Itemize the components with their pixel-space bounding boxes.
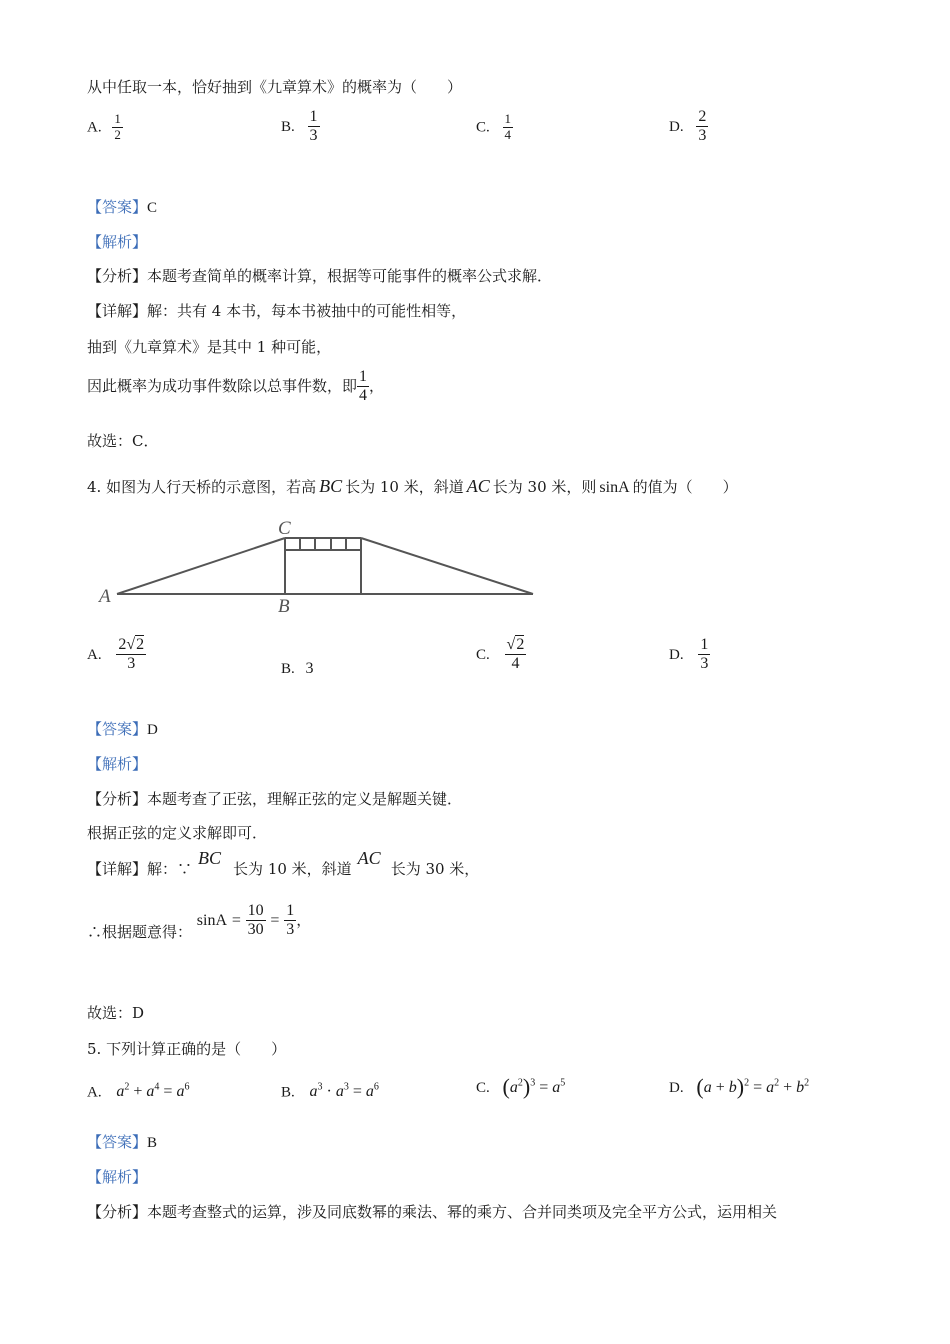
q4-option-c: C. $\frac{√2}{4}$	[476, 636, 525, 673]
q4-line2: 根据正弦的定义求解即可．	[87, 824, 268, 842]
fraction: $\frac{1}{4}$	[359, 368, 368, 405]
q4-analysis-tag: 【解析】	[87, 755, 148, 773]
q3-xiangjie: 【详解】解：共有 4 本书，每本书被抽中的可能性相等，	[87, 302, 467, 320]
q4-conclusion: 故选：D	[87, 1004, 145, 1022]
q5-stem: 5. 下列计算正确的是（ ）	[87, 1040, 287, 1058]
fraction: $\frac{1}{2}$	[114, 111, 121, 142]
fraction: $\frac{2√2}{3}$	[118, 636, 145, 673]
fraction: $\frac{1}{4}$	[504, 111, 512, 142]
q4-answer: 【答案】D	[87, 720, 158, 738]
fraction: $\frac{10}{30}$	[247, 902, 264, 939]
q5-option-d: D. $(a + b)^2 = a^2 + b^2$	[669, 1074, 810, 1099]
q3-line3: 因此概率为成功事件数除以总事件数，即 $\frac{1}{4}$ ，	[87, 368, 385, 405]
q3-option-d	[669, 108, 708, 146]
footbridge-figure	[95, 514, 545, 618]
q3-analysis-tag: 【解析】	[87, 233, 148, 251]
fraction: $\frac{1}{3}$	[309, 108, 318, 145]
q3-option-c	[476, 112, 513, 143]
q3-option-b	[281, 108, 320, 146]
vertex-c-label: C	[278, 518, 291, 539]
q5-analysis-tag: 【解析】	[87, 1168, 148, 1186]
q4-equation: ∴根据题意得： sinA = $\frac{10}{30}$ = $\frac{1}{3}$ ，	[87, 902, 312, 941]
q4-fenxi: 【分析】本题考查了正弦，理解正弦的定义是解题关键．	[87, 790, 463, 808]
q4-option-b: B. 3	[281, 660, 314, 677]
option-label: C.	[476, 119, 490, 136]
q4-stem: 4. 如图为人行天桥的示意图，若高 BC 长为 10 米，斜道 AC 长为 30 米，则 sinA 的值为（ ）	[87, 476, 738, 496]
q5-fenxi: 【分析】本题考查整式的运算，涉及同底数幂的乘法、幂的乘方、合并同类项及完全平方公式，运用相关	[87, 1203, 778, 1221]
option-label: D.	[669, 118, 684, 135]
option-label: B.	[281, 118, 295, 135]
vertex-a-label: A	[99, 586, 111, 607]
q5-answer: 【答案】B	[87, 1133, 158, 1151]
vertex-b-label: B	[278, 596, 290, 617]
q3-fenxi: 【分析】本题考查简单的概率计算，根据等可能事件的概率公式求解．	[87, 267, 553, 285]
q4-option-a: A. $\frac{2√2}{3}$	[87, 636, 145, 673]
option-label: A.	[87, 119, 102, 136]
fraction: $\frac{2}{3}$	[698, 108, 707, 145]
q3-stem-tail: 从中任取一本，恰好抽到《九章算术》的概率为（ ）	[87, 78, 463, 96]
fraction: $\frac{√2}{4}$	[506, 636, 525, 673]
q4-xiangjie: 【详解】解：∵BC长为 10 米，斜道AC长为 30 米，	[87, 848, 480, 878]
fraction: $\frac{1}{3}$	[286, 902, 295, 939]
q4-option-d: D. $\frac{1}{3}$	[669, 636, 709, 673]
q5-option-c: C. $(a^2)^3 = a^5$	[476, 1074, 566, 1099]
q5-option-a: A. $a^2 + a^4 = a^6$	[87, 1082, 190, 1101]
q5-option-b: B. $a^3 \cdot a^3 = a^6$	[281, 1082, 379, 1101]
q3-answer: 【答案】C	[87, 198, 158, 216]
q3-option-a	[87, 112, 123, 143]
q3-conclusion: 故选：C．	[87, 432, 159, 450]
q3-line2: 抽到《九章算术》是其中 1 种可能，	[87, 338, 332, 356]
fraction: $\frac{1}{3}$	[700, 636, 709, 673]
